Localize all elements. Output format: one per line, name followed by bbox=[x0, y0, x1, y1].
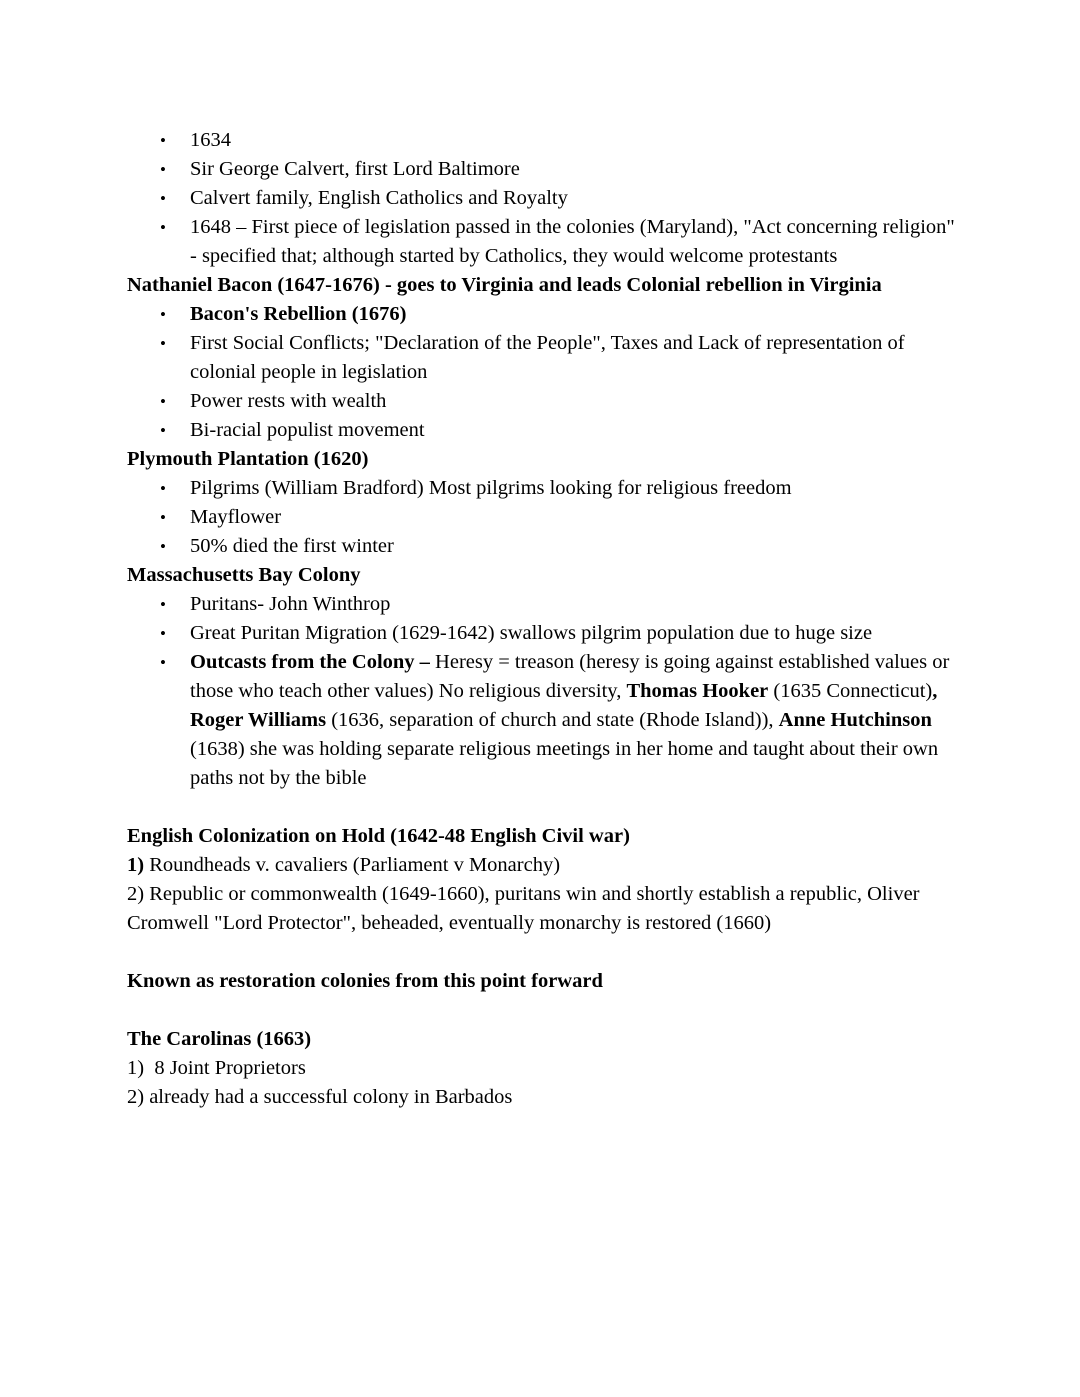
bullet-text bbox=[190, 303, 406, 325]
text-run: Heresy = treason (heresy is going against established values or those who teach other values) No religious diversity, bbox=[190, 651, 955, 702]
bullet-icon: • bbox=[160, 508, 166, 527]
text-run-bold: Known as restoration colonies from this point forward bbox=[127, 970, 603, 992]
text-run: 2) Republic or commonwealth (1649-1660), puritans win and shortly establish a republic, Oliver Cromwell "Lord Protector", beheaded, eventually monarchy is restored (1660) bbox=[127, 883, 925, 934]
bullet-text bbox=[190, 419, 425, 441]
text-run-bold: Anne Hutchinson bbox=[778, 709, 932, 731]
text-run: Roundheads v. cavaliers (Parliament v Monarchy) bbox=[144, 854, 561, 876]
bullet-item bbox=[127, 213, 960, 271]
bullet-item bbox=[127, 590, 955, 619]
text-run: 50% died the first winter bbox=[190, 535, 394, 557]
paragraph bbox=[127, 1054, 955, 1083]
paragraph bbox=[127, 880, 955, 938]
text-run-bold: Nathaniel Bacon (1647-1676) - goes to Virginia and leads Colonial rebellion in Virginia bbox=[127, 274, 882, 296]
bullet-icon: • bbox=[160, 479, 166, 498]
text-run: Calvert family, English Catholics and Royalty bbox=[190, 187, 568, 209]
text-run: Power rests with wealth bbox=[190, 390, 387, 412]
text-run: (1638) she was holding separate religious meetings in her home and taught about their own paths not by the bible bbox=[190, 709, 944, 789]
section-heading bbox=[127, 445, 955, 474]
bullet-text bbox=[190, 506, 281, 528]
section-heading bbox=[127, 561, 955, 590]
text-run: 2) already had a successful colony in Barbados bbox=[127, 1086, 513, 1108]
bullet-icon: • bbox=[160, 653, 166, 672]
section-heading bbox=[127, 271, 955, 300]
bullet-item bbox=[127, 126, 955, 155]
bullet-item bbox=[127, 619, 955, 648]
bullet-text bbox=[190, 622, 872, 644]
bullet-item bbox=[127, 155, 955, 184]
bullet-item bbox=[127, 184, 955, 213]
bullet-text bbox=[190, 187, 568, 209]
bullet-icon: • bbox=[160, 218, 166, 237]
text-run: Pilgrims (William Bradford) Most pilgrims looking for religious freedom bbox=[190, 477, 792, 499]
bullet-text bbox=[190, 216, 960, 267]
text-run: 1648 – First piece of legislation passed in the colonies (Maryland), "Act concerning religion" - specified that; although started by Catholics, they would welcome protestants bbox=[190, 216, 960, 267]
bullet-text bbox=[190, 535, 394, 557]
section-heading bbox=[127, 1025, 955, 1054]
text-run-bold: , Roger Williams bbox=[190, 680, 943, 731]
text-run-bold: Thomas Hooker bbox=[626, 680, 769, 702]
text-run: 1) 8 Joint Proprietors bbox=[127, 1057, 306, 1079]
bullet-icon: • bbox=[160, 392, 166, 411]
section-heading bbox=[127, 967, 955, 996]
text-run-bold: English Colonization on Hold (1642-48 English Civil war) bbox=[127, 825, 630, 847]
bullet-text bbox=[190, 158, 520, 180]
bullet-icon: • bbox=[160, 421, 166, 440]
bullet-text bbox=[190, 129, 231, 151]
text-run-bold: Outcasts from the Colony – bbox=[190, 651, 430, 673]
bullet-text bbox=[190, 390, 386, 412]
text-run: Sir George Calvert, first Lord Baltimore bbox=[190, 158, 520, 180]
text-run: Great Puritan Migration (1629-1642) swallows pilgrim population due to huge size bbox=[190, 622, 873, 644]
text-run-bold: The Carolinas (1663) bbox=[127, 1028, 312, 1050]
blank-line bbox=[127, 938, 955, 967]
bullet-item bbox=[127, 503, 955, 532]
text-run: (1636, separation of church and state (Rhode Island)), bbox=[326, 709, 779, 731]
bullet-text bbox=[190, 651, 954, 789]
bullet-icon: • bbox=[160, 537, 166, 556]
bullet-text bbox=[190, 593, 390, 615]
bullet-icon: • bbox=[160, 160, 166, 179]
bullet-text bbox=[190, 477, 792, 499]
bullet-item bbox=[127, 329, 955, 387]
text-run-bold: Massachusetts Bay Colony bbox=[127, 564, 361, 586]
blank-line bbox=[127, 996, 955, 1025]
document-content bbox=[127, 126, 960, 1112]
section-heading bbox=[127, 822, 955, 851]
text-run: (1635 Connecticut) bbox=[768, 680, 933, 702]
bullet-item bbox=[127, 300, 955, 329]
bullet-item bbox=[127, 387, 955, 416]
bullet-item bbox=[127, 474, 955, 503]
bullet-icon: • bbox=[160, 189, 166, 208]
paragraph bbox=[127, 851, 955, 880]
bullet-item bbox=[127, 416, 955, 445]
text-run-bold: Bacon's Rebellion (1676) bbox=[190, 303, 407, 325]
bullet-item bbox=[127, 648, 955, 793]
paragraph bbox=[127, 1083, 955, 1112]
text-run: Mayflower bbox=[190, 506, 282, 528]
bullet-item bbox=[127, 532, 955, 561]
bullet-icon: • bbox=[160, 131, 166, 150]
text-run: Puritans- John Winthrop bbox=[190, 593, 391, 615]
bullet-icon: • bbox=[160, 595, 166, 614]
text-run-bold: Plymouth Plantation (1620) bbox=[127, 448, 369, 470]
bullet-icon: • bbox=[160, 334, 166, 353]
text-run: First Social Conflicts; "Declaration of the People", Taxes and Lack of representation of colonial people in legislation bbox=[190, 332, 910, 383]
bullet-icon: • bbox=[160, 305, 166, 324]
bullet-icon: • bbox=[160, 624, 166, 643]
bullet-text bbox=[190, 332, 910, 383]
text-run: 1634 bbox=[190, 129, 231, 151]
text-run: Bi-racial populist movement bbox=[190, 419, 425, 441]
text-run-bold: 1) bbox=[127, 854, 145, 876]
blank-line bbox=[127, 793, 955, 822]
